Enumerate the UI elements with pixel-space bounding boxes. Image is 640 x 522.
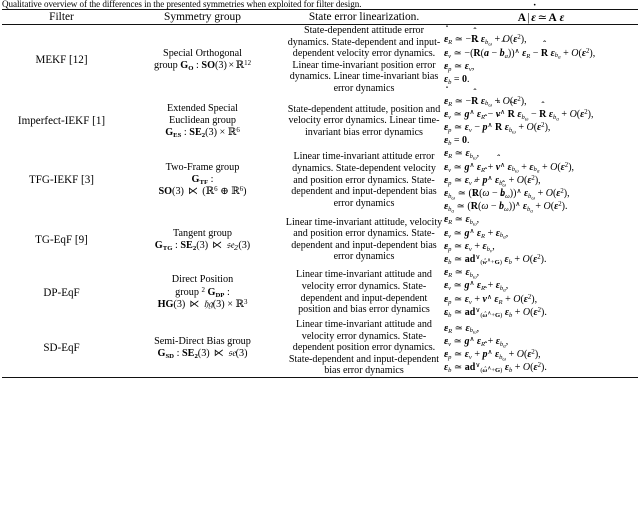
row-symmetry-group: Direct Position group $^2$ $G_{DP}$ : HG(3) ⋉ 𝔥𝔤(3) × ℝ$^3$ bbox=[157, 274, 248, 310]
row-filter-name: Imperfect-IEKF [1] bbox=[17, 114, 106, 127]
row-equations: ˙ $\varepsilon_R$ ≃ $\varepsilon_{b_\omega}$, ˙ $\varepsilon_v$ ≃ g∧ $\varepsilon_R + \varepsilon_{b_a}$, ˙ $\varepsilon_p$ ≃ $\varepsilon_v + \varepsilon_{b_v}$, ˙ $\varepsilon_b$ ≃ $ad^\vee_{(w^\wedge+G)}$ $\varepsilon_b + O(\varepsilon^2)$. bbox=[444, 213, 638, 266]
row-symmetry-group: Semi-Direct Bias group $G_{SD}$ : $SE_2(3)$ ⋉ 𝔰𝔢(3) bbox=[154, 335, 251, 360]
table-row bbox=[2, 319, 638, 377]
group-name-text: Special Orthogonal bbox=[163, 47, 242, 59]
row-linearization: State-dependent attitude error dynamics. State-dependent and input-dependent velocity error dynamics. Linear time-invariant position error dynamics. Linear time-invariant bias error dynamics bbox=[287, 25, 441, 94]
header-matrix: A | ˙ ε ≃ A ε bbox=[444, 10, 638, 25]
header-filter: Filter bbox=[49, 11, 74, 23]
row-filter-name: DP-EqF bbox=[43, 286, 80, 299]
table-row bbox=[2, 213, 638, 266]
row-linearization: Linear time-invariant attitude and velocity error dynamics. State-dependent and input-dependent position and bias error dynamics bbox=[296, 269, 432, 316]
row-linearization: Linear time-invariant attitude and velocity error dynamics. State-dependent position error dynamics. State-dependent and input-dependent bias error dynamics bbox=[288, 319, 440, 377]
row-equations: ˙ $\varepsilon_R$ ≃ $\varepsilon_{b_\omega}$, ˙ $\varepsilon_v$ ≃ g∧ $\varepsilon_R$ + ˆ v∧ $\varepsilon_{b_\omega} + \varepsilon_{b_a} + O(\varepsilon^2)$, ˙ $\varepsilon_p$ ≃ $\varepsilon_v$ + ˆ p∧ $\varepsilon_{b_\omega} + O(\varepsilon^2)$, ˙ $\varepsilon_{b_\omega}$ ≃ (ˆ R(ω − ˆ $b_\omega))^\wedge$ $\varepsilon_{b_\omega} + O(\varepsilon^2)$, ˙ $\varepsilon_{b_a}$ ≃ (ˆ R(ω − ˆ $b_\omega))^\wedge$ $\varepsilon_{b_a} + O(\varepsilon^2)$. bbox=[444, 147, 638, 213]
row-filter-name: TFG-IEKF [3] bbox=[28, 174, 94, 187]
row-equations: ˙ $\varepsilon_R$ ≃ $\varepsilon_{b_\omega}$, ˙ $\varepsilon_v$ ≃ g∧ $\varepsilon_R + \varepsilon_{b_a}$, ˙ $\varepsilon_p$ ≃ $\varepsilon_v$ + ˆ p∧ $\varepsilon_{b_\omega} + O(\varepsilon^2)$, ˙ $\varepsilon_b$ ≃ $ad^\vee_{(\omega^\wedge+G)}$ $\varepsilon_b + O(\varepsilon^2)$. bbox=[444, 319, 638, 377]
row-linearization: Linear time-invariant attitude, velocity and position error dynamics. State-dependent and input-dependent bias error dynamics bbox=[285, 216, 443, 263]
row-linearization: Linear time-invariant attitude error dynamics. State-dependent velocity and position error dynamics. State-dependent and input-dependent bias error dynamics bbox=[291, 151, 437, 209]
row-filter-name: MEKF [12] bbox=[35, 53, 88, 66]
group-name-text: Direct Position bbox=[171, 274, 234, 286]
table-row bbox=[2, 266, 638, 319]
table-row bbox=[2, 25, 638, 95]
group-name-text: Semi-Direct Bias group bbox=[154, 335, 251, 347]
header-state-error-linearization: State error linearization. bbox=[308, 11, 420, 23]
table-caption: Qualitative overview of the differences in the presented symmetries when exploited for filter design. bbox=[2, 0, 362, 9]
table-header-row bbox=[2, 10, 638, 25]
row-filter-name: TG-EqF [9] bbox=[35, 233, 88, 246]
row-symmetry-group: Two-Frame group $G_{TF}$ : SO(3) ⋉ (ℝ$^6$ ⊕ ℝ$^6$) bbox=[158, 162, 247, 198]
row-equations: ˙ $\varepsilon_R$ ≃ −ˆ R $\varepsilon_{b_\omega} + O(\varepsilon^2)$, ˙ $\varepsilon_v$ ≃ −(ˆ R(a − ˆ $b_a))^\wedge$ $\varepsilon_R$ − ˆ R $\varepsilon_{b_a} + O(\varepsilon^2)$, ˙ $\varepsilon_p$ ≃ $\varepsilon_v$, ˙ $\varepsilon_b = 0$. bbox=[444, 25, 638, 95]
row-symmetry-group: Special Orthogonal group $G_O$ : SO(3) × ℝ$^{12}$ bbox=[153, 47, 252, 72]
row-symmetry-group: Tangent group $G_{TG}$ : $SE_2(3)$ ⋉ 𝔰𝔢$_2$(3) bbox=[154, 227, 251, 252]
row-filter-name: SD-EqF bbox=[43, 342, 80, 354]
row-equations: ˙ $\varepsilon_R$ ≃ −ˆ R $\varepsilon_{b_\omega} + O(\varepsilon^2)$, ˙ $\varepsilon_v$ ≃ g∧ $\varepsilon_R$ − ˆ v∧ ˆ R $\varepsilon_{b_\omega}$ − ˆ R $\varepsilon_{b_a} + O(\varepsilon^2)$, ˙ $\varepsilon_p$ ≃ $\varepsilon_v$ − ˆ p∧ ˆ R $\varepsilon_{b_\omega} + O(\varepsilon^2)$, ˙ $\varepsilon_b = 0$. bbox=[444, 95, 638, 148]
header-symmetry-group: Symmetry group bbox=[164, 11, 241, 23]
table-row bbox=[2, 147, 638, 213]
row-linearization: State-dependent attitude, position and velocity error dynamics. Linear time-invariant bias error dynamics bbox=[287, 103, 441, 138]
row-equations: ˙ $\varepsilon_R$ ≃ $\varepsilon_{b_\omega}$, ˙ $\varepsilon_v$ ≃ g∧ $\varepsilon_R + \varepsilon_{b_a}$, ˙ $\varepsilon_p$ ≃ $\varepsilon_v$ + ˆ v∧ $\varepsilon_R + O(\varepsilon^2)$, ˙ $\varepsilon_b$ ≃ $ad^\vee_{(\omega^\wedge+G)}$ $\varepsilon_b + O(\varepsilon^2)$. bbox=[444, 266, 638, 319]
group-name-text: Tangent group bbox=[173, 227, 232, 239]
comparison-table bbox=[2, 9, 638, 378]
table-row bbox=[2, 95, 638, 148]
row-symmetry-group: Extended Special Euclidean group $G_{ES}$ : $SE_2(3)$ × ℝ$^6$ bbox=[165, 102, 240, 139]
group-name-text: Two-Frame group bbox=[165, 162, 240, 174]
